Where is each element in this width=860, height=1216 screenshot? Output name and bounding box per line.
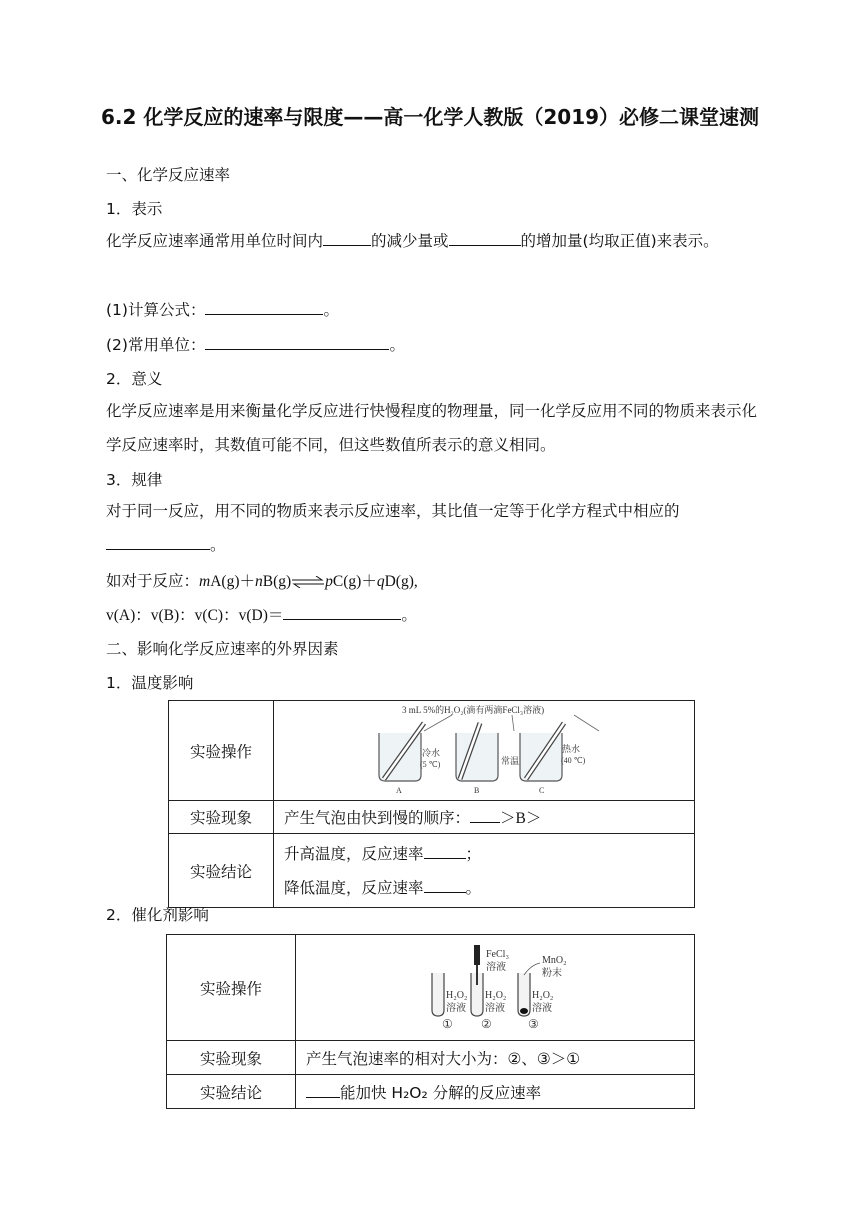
phenomenon-label-cell-2: 实验现象 bbox=[167, 1041, 296, 1075]
paragraph-meaning: 化学反应速率是用来衡量化学反应进行快慢程度的物理量，同一化学反应用不同的物质来表示化学反应速率时，其数值可能不同，但这些数值所表示的意义相同。 bbox=[106, 402, 758, 454]
figure-top-label: 3 mL 5%的H₂O₂(滴有两滴FeCl₃溶液) bbox=[402, 705, 545, 715]
reversible-arrow-icon bbox=[291, 576, 325, 588]
subheading-meaning: 2．意义 bbox=[106, 370, 163, 388]
blank bbox=[323, 229, 371, 246]
label-c: C bbox=[539, 786, 545, 795]
dropper-icon bbox=[474, 945, 480, 965]
blank bbox=[470, 806, 500, 823]
blank bbox=[106, 533, 210, 550]
subheading-temperature: 1．温度影响 bbox=[106, 674, 194, 692]
solution-label-1: 溶液 bbox=[446, 1003, 466, 1014]
subheading-catalyst: 2．催化剂影响 bbox=[106, 906, 209, 924]
conclusion-cell: 升高温度，反应速率 ； 降低温度，反应速率 。 bbox=[274, 834, 695, 908]
solution-label-3: 溶液 bbox=[532, 1003, 552, 1014]
cold-temp-label: (5 ℃) bbox=[420, 760, 441, 769]
catalyst-table bbox=[166, 934, 695, 1109]
blank bbox=[424, 842, 466, 859]
label-a: A bbox=[396, 786, 402, 795]
page-title: 6.2 化学反应的速率与限度——高一化学人教版（2019）必修二课堂速测 bbox=[100, 105, 760, 129]
mno2-label: MnO₂ bbox=[542, 955, 567, 966]
paragraph-rule: 对于同一反应，用不同的物质来表示反应速率，其比值一定等于化学方程式中相应的。 bbox=[106, 502, 680, 554]
subheading-representation: 1．表示 bbox=[106, 200, 163, 218]
test-tube-1 bbox=[432, 973, 444, 1016]
hot-temp-label: (40 ℃) bbox=[561, 756, 586, 765]
phenomenon-cell-2: 产生气泡速率的相对大小为：②、③＞① bbox=[296, 1041, 695, 1075]
number-2: ② bbox=[481, 1017, 492, 1031]
temperature-experiment-diagram bbox=[274, 701, 694, 796]
cold-water-label: 冷水 bbox=[422, 748, 441, 758]
fecl3-solution-label: 溶液 bbox=[486, 962, 506, 973]
op-label-cell: 实验操作 bbox=[169, 701, 274, 801]
conclusion-cell-2: 能加快 H₂O₂ 分解的反应速率 bbox=[296, 1075, 695, 1109]
blank bbox=[283, 603, 401, 620]
h2o2-label-1: H₂O₂ bbox=[446, 990, 468, 1001]
solution-label-2: 溶液 bbox=[485, 1003, 505, 1014]
equation-line: 如对于反应：mA(g)＋nB(g) pC(g)＋qD(g), bbox=[106, 572, 418, 590]
number-1: ① bbox=[442, 1017, 453, 1031]
temperature-table bbox=[168, 700, 695, 908]
catalyst-experiment-diagram bbox=[296, 935, 694, 1036]
temperature-figure-cell bbox=[274, 701, 695, 801]
h2o2-label-2: H₂O₂ bbox=[485, 990, 507, 1001]
blank bbox=[424, 876, 466, 893]
conclusion-label-cell: 实验结论 bbox=[169, 834, 274, 908]
blank bbox=[205, 333, 389, 350]
subheading-rule: 3．规律 bbox=[106, 471, 163, 489]
phenomenon-label-cell: 实验现象 bbox=[169, 801, 274, 834]
paragraph-representation: 化学反应速率通常用单位时间内 的减少量或 的增加量(均取正值)来表示。 bbox=[106, 224, 758, 258]
blank bbox=[449, 229, 521, 246]
blank bbox=[205, 298, 323, 315]
formula-line: (1)计算公式： 。 bbox=[106, 298, 339, 320]
number-3: ③ bbox=[528, 1017, 539, 1031]
label-b: B bbox=[474, 786, 480, 795]
unit-line: (2)常用单位： 。 bbox=[106, 333, 405, 355]
h2o2-label-3: H₂O₂ bbox=[532, 990, 554, 1001]
conclusion-label-cell-2: 实验结论 bbox=[167, 1075, 296, 1109]
mno2-powder-label: 粉末 bbox=[542, 968, 562, 979]
section-heading-1: 一、化学反应速率 bbox=[106, 166, 231, 184]
phenomenon-cell: 产生气泡由快到慢的顺序： ＞B＞ bbox=[274, 801, 695, 834]
hot-water-label: 热水 bbox=[562, 744, 581, 754]
blank bbox=[306, 1081, 340, 1098]
ratio-line: v(A)：v(B)：v(C)：v(D)＝ 。 bbox=[106, 603, 417, 625]
section-heading-2: 二、影响化学反应速率的外界因素 bbox=[106, 640, 339, 658]
room-temp-label: 常温 bbox=[501, 756, 520, 766]
op-label-cell-2: 实验操作 bbox=[167, 935, 296, 1041]
catalyst-figure-cell bbox=[296, 935, 695, 1041]
fecl3-label: FeCl₃ bbox=[486, 949, 509, 960]
